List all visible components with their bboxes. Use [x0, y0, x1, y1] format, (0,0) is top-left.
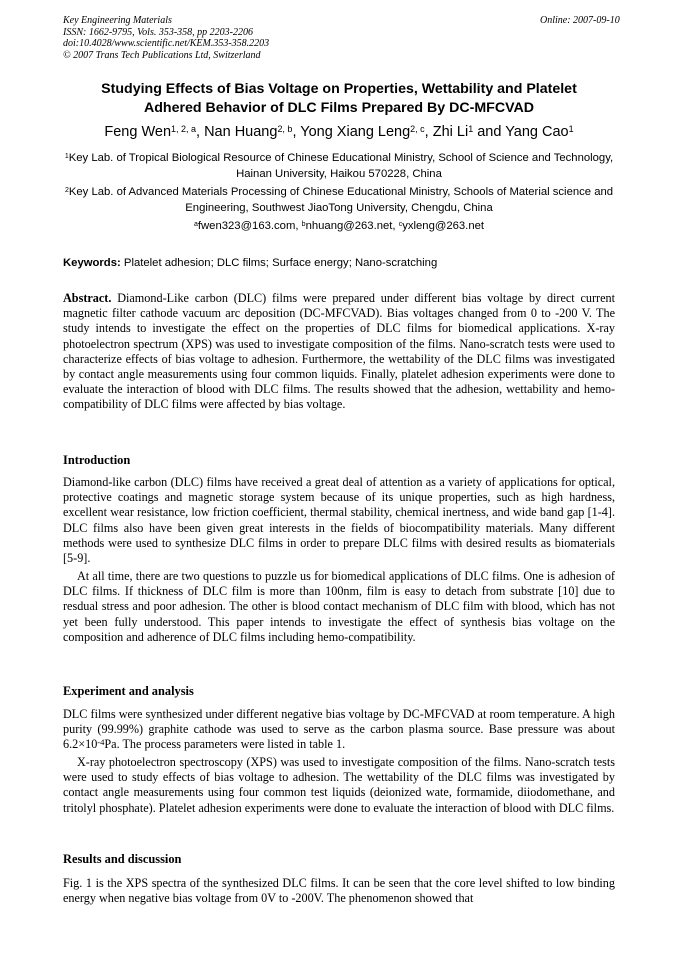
affiliation-text: Key Lab. of Advanced Materials Processing of Chinese Educational Ministry, Schools of Material science and Engineering, Southwest JiaoTong University, Chengdu, China [68, 186, 614, 214]
introduction-heading: Introduction [63, 453, 131, 467]
author-affiliation-mark: 1 [468, 123, 474, 134]
experiment-heading: Experiment and analysis [63, 684, 194, 698]
author-separator: and [473, 124, 506, 140]
abstract-label: Abstract. [63, 291, 112, 305]
author-name: Yang Cao [505, 124, 569, 140]
author-separator: , [292, 124, 301, 140]
email-address[interactable]: yxleng@263.net [402, 220, 485, 232]
author-separator: , [424, 124, 433, 140]
author-name: Yong Xiang Leng [300, 124, 411, 140]
results-heading: Results and discussion [63, 852, 182, 866]
results-paragraph-1: Fig. 1 is the XPS spectra of the synthesized DLC films. It can be seen that the core level shifted to low binding energy when negative bias voltage from 0V to -200V. The phenomenon showed that [63, 876, 615, 906]
author-name: Feng Wen [104, 124, 172, 140]
experiment-paragraph-2: X-ray photoelectron spectroscopy (XPS) was used to investigate composition of the films. Nano-scratch tests were used to study effects of bias voltage to adhesion. The wettability of the DLC films was investigated by contact angle measurements using four common test liquids (deionized wate, formamide, diiodomethane, and tritolyl phosphate). Platelet adhesion experiments were done to evaluate the interaction of blood with DLC films. [63, 755, 615, 815]
affiliation-1 [55, 150, 623, 182]
affiliation-mark: 2 [64, 186, 69, 194]
experiment-paragraph-1 [63, 707, 615, 753]
paper-title [40, 80, 638, 118]
author-name: Nan Huang [204, 124, 278, 140]
author-affiliation-mark: 2, c [410, 123, 425, 134]
author-separator: , [196, 124, 205, 140]
email-address[interactable]: fwen323@163.com [197, 220, 296, 232]
email-separator: , [392, 220, 399, 232]
author-emails [55, 218, 623, 234]
keywords-text: Platelet adhesion; DLC films; Surface energy; Nano-scratching [120, 257, 438, 269]
abstract [63, 291, 615, 413]
title-line-1: Studying Effects of Bias Voltage on Properties, Wettability and Platelet [101, 81, 577, 97]
introduction-paragraph-1: Diamond-like carbon (DLC) films have received a great deal of attention as a variety of applications for optical, protective coatings and magnetic storage system because of its unique properties, such as high hardness, excellent wear resistance, low friction coefficient, thermal stability, chemical inertness, and wide band gap [1-4]. DLC films also have been given great interests in the fields of biocompatibility materials. Many different methods were used to synthesize DLC films in order to prepare DLC films with desired results as biomaterials [5-9]. [63, 475, 615, 566]
online-date: Online: 2007-09-10 [540, 15, 620, 26]
email-mark: b [301, 220, 306, 228]
author-affiliation-mark: 1, 2, a [171, 123, 197, 134]
author-list [20, 122, 658, 142]
affiliation-text: Key Lab. of Tropical Biological Resource of Chinese Educational Ministry, School of Science and Technology, Hainan University, Haikou 570228, China [68, 152, 614, 180]
journal-header [63, 15, 269, 61]
experiment-p1-text: DLC films were synthesized under different negative bias voltage by DC-MFCVAD at room temperature. A high purity (99.99%) graphite cathode was used to serve as the carbon plasma source. Base pressure was about 6.2×10 [63, 707, 615, 752]
email-mark: a [193, 220, 198, 228]
author-name: Zhi Li [432, 124, 469, 140]
experiment-p1-text-end: Pa. The process parameters were listed in table 1. [104, 737, 346, 752]
title-line-2: Adhered Behavior of DLC Films Prepared By DC-MFCVAD [144, 100, 534, 116]
keywords-label: Keywords: [63, 257, 121, 269]
journal-copyright: © 2007 Trans Tech Publications Ltd, Switzerland [63, 49, 261, 61]
introduction-paragraph-2: At all time, there are two questions to puzzle us for biomedical applications of DLC films. One is adhesion of DLC films. If thickness of DLC film is more than 100nm, film is easy to detach from substrate [10] due to resdual stress and poor adhesion. The other is blood contact mechanism of DLC film with blood, which has not yet been fully understood. This paper intends to investigate the effect of synthesis bias voltage on the composition and adherence of DLC films including hemo-compatibility. [63, 569, 615, 644]
journal-doi[interactable]: doi:10.4028/www.scientific.net/KEM.353-358.2203 [63, 38, 270, 49]
email-address[interactable]: nhuang@263.net [305, 220, 393, 232]
author-affiliation-mark: 1 [568, 123, 574, 134]
keywords [63, 255, 615, 271]
abstract-text: Diamond-Like carbon (DLC) films were prepared under different bias voltage by direct current magnetic filter cathode vacuum arc deposition (DC-MFCVAD). Bias voltages changed from 0 to -200 V. The study intends to investigate the effect on the properties of DLC films for biomedical applications. X-ray photoelectron spectrum (XPS) was used to investigate composition of the films. Nano-scratch tests were used to characterize effects of bias voltage to adhesion. Furthermore, the wettability of the DLC films was investigated by contact angle measurements using four common liquids. Finally, platelet adhesion experiments were done to evaluate the interaction of blood with DLC films. The results showed that the adhesion, wettability and hemo-compatibility of DLC films were affected by bias voltage. [63, 291, 615, 412]
author-affiliation-mark: 2, b [277, 123, 293, 134]
journal-name: Key Engineering Materials [63, 15, 172, 26]
affiliation-mark: 1 [64, 152, 69, 160]
affiliation-2 [55, 184, 623, 216]
journal-issn: ISSN: 1662-9795, Vols. 353-358, pp 2203-2206 [63, 26, 253, 38]
exponent: -4 [97, 736, 105, 747]
email-mark: c [398, 220, 403, 228]
email-separator: , [295, 220, 302, 232]
